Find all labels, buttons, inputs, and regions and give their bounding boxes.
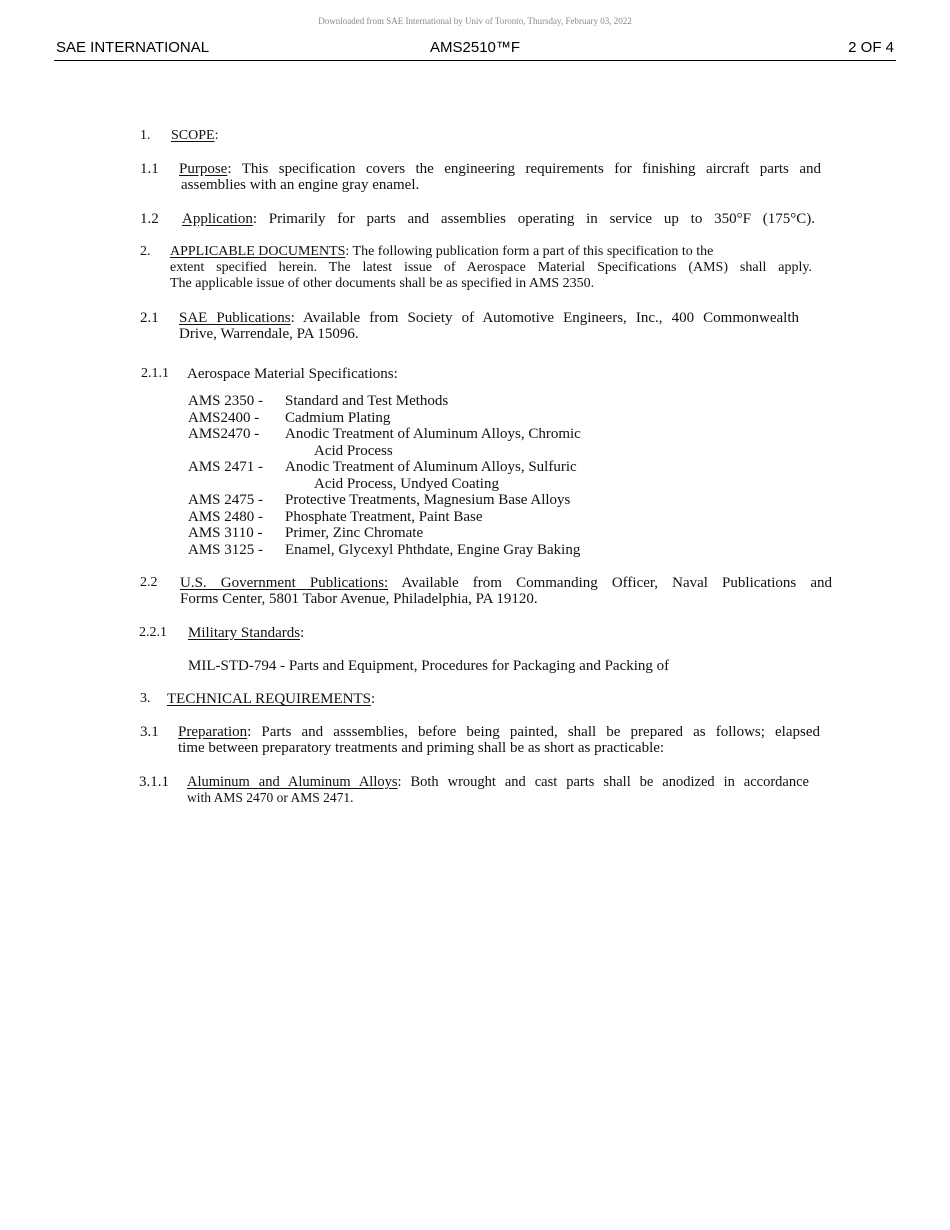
section-2-1-1-number: 2.1.1 [141,366,169,381]
download-notice: Downloaded from SAE International by Univ of Toronto, Thursday, February 03, 2022 [318,16,632,26]
section-3-1-paragraph [178,724,820,756]
section-2-2-title: U.S. Government Publications: [180,575,389,591]
ams-row-2 [188,410,581,427]
ams-code: AMS 2471 - [188,459,264,475]
section-3-1-line-2: time between preparatory treatments and priming shall be as short as practicable: [178,740,665,756]
header-document-id: AMS2510™F [430,39,521,56]
ams-row-7 [188,525,581,542]
ams-title: Cadmium Plating [285,409,391,426]
section-3-1-1-title: Aluminum and Aluminum Alloys [187,774,398,790]
section-1-2-paragraph [182,211,815,227]
section-2-title: APPLICABLE DOCUMENTS [170,244,346,259]
header-page-number: 2 OF 4 [848,39,894,56]
section-1-number: 1. [140,128,151,143]
header-rule [54,60,896,61]
section-1-title: SCOPE [171,128,215,143]
section-2-1-line-2: Drive, Warrendale, PA 15096. [179,326,359,342]
section-2-line-3: The applicable issue of other documents shall be as specified in AMS 2350. [170,276,595,291]
section-2-number: 2. [140,244,151,259]
ams-code: AMS 2480 - [188,508,264,525]
ams-code: AMS 3110 - [188,525,263,541]
section-1-1-line-1: Purpose: This specification covers the engineering requirements for finishing aircraft parts and [179,161,821,177]
ams-row-3-continuation [188,443,581,460]
section-1-2-title: Application [182,211,253,227]
section-3-1-number: 3.1 [140,724,159,740]
ams-title: Anodic Treatment of Aluminum Alloys, Sulfuric [285,459,577,475]
ams-title-continuation: Acid Process [314,442,393,459]
section-1-1-paragraph [179,161,821,193]
section-3-heading: TECHNICAL REQUIREMENTS: [167,691,376,707]
section-1-2-line-1: Application: Primarily for parts and assemblies operating in service up to 350°F (175°C). [182,211,815,227]
section-1-colon: : [214,128,219,143]
section-2-1-number: 2.1 [140,310,159,326]
section-2-1-title: SAE Publications [179,310,291,326]
ams-row-6 [188,509,581,526]
section-3-number: 3. [140,691,151,706]
section-1-2-number: 1.2 [140,211,159,227]
section-3-1-1-number: 3.1.1 [139,774,169,790]
section-1-heading [171,128,218,144]
section-1-1-title: Purpose [179,161,228,177]
section-1-1-line-2: assemblies with an engine gray enamel. [181,177,420,193]
section-3-1-line-1: Preparation: Parts and asssemblies, before being painted, shall be prepared as follows; elapsed [178,724,820,740]
section-3-title: TECHNICAL REQUIREMENTS [167,691,372,707]
ams-title-continuation: Acid Process, Undyed Coating [314,475,499,492]
section-2-1-paragraph [179,310,799,342]
ams-code: AMS2470 - [188,426,260,442]
ams-specification-list [188,393,581,558]
ams-code: AMS 2475 - [188,492,264,508]
ams-row-1 [188,393,581,410]
section-2-line-2: extent specified herein. The latest issue of Aerospace Material Specifications (AMS) shall apply. [170,260,812,275]
section-2-1-1-title: Aerospace Material Specifications: [187,366,398,382]
section-2-2-1-title: Military Standards [188,625,301,641]
ams-title: Enamel, Glycexyl Phthdate, Engine Gray Baking [285,541,581,558]
section-2-line-1: APPLICABLE DOCUMENTS: The following publication form a part of this specification to the [170,244,714,259]
ams-row-4 [188,459,581,476]
ams-row-8 [188,542,581,559]
section-2-2-number: 2.2 [140,575,158,590]
section-3-1-title: Preparation [178,724,248,740]
section-2-1-line-1: SAE Publications: Available from Society of Automotive Engineers, Inc., 400 Commonwealth [179,310,799,326]
section-3-1-1-paragraph [187,774,809,806]
section-1-1-number: 1.1 [140,161,159,177]
ams-title: Phosphate Treatment, Paint Base [285,508,483,525]
ams-code: AMS2400 - [188,409,260,426]
ams-row-3 [188,426,581,443]
ams-title: Protective Treatments, Magnesium Base Alloys [285,492,571,508]
ams-title: Anodic Treatment of Aluminum Alloys, Chromic [285,426,581,442]
section-3-1-1-line-2: with AMS 2470 or AMS 2471. [187,790,354,805]
ams-title: Primer, Zinc Chromate [285,525,424,541]
section-2-2-paragraph [180,575,832,607]
section-3-1-1-line-1: Aluminum and Aluminum Alloys: Both wrought and cast parts shall be anodized in accordance [187,774,809,790]
section-2-2-line-1: U.S. Government Publications: Available from Commanding Officer, Naval Publications and [180,575,832,591]
section-2-2-line-2: Forms Center, 5801 Tabor Avenue, Philadelphia, PA 19120. [180,591,538,607]
section-2-2-1-number: 2.2.1 [139,625,167,640]
ams-row-5 [188,492,581,509]
header-organization: SAE INTERNATIONAL [56,39,210,56]
ams-code: AMS 3125 - [188,541,264,558]
ams-title: Standard and Test Methods [285,393,449,409]
section-2-paragraph [170,244,812,292]
section-2-2-1-heading: Military Standards: [188,625,305,641]
mil-std-entry: MIL-STD-794 - Parts and Equipment, Procedures for Packaging and Packing of [188,658,670,674]
ams-code: AMS 2350 - [188,393,264,409]
ams-row-4-continuation [188,476,581,493]
